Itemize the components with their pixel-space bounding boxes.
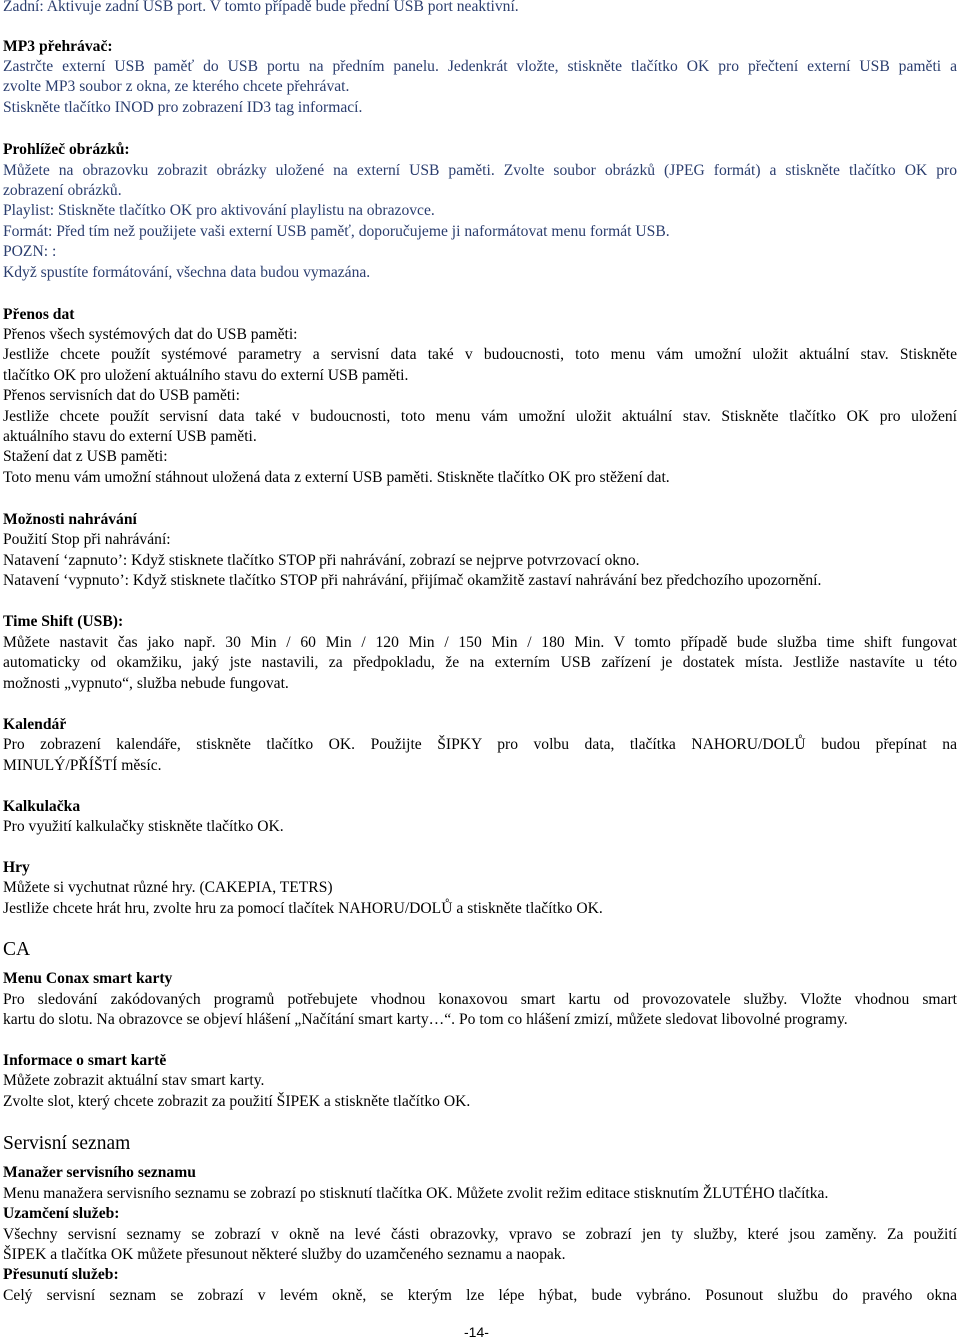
timeshift-heading: Time Shift (USB): xyxy=(3,613,124,630)
download-label: Stažení dat z USB paměti: xyxy=(3,448,168,465)
smartcard-info-text-line: Zvolte slot, který chcete zobrazit za použití ŠIPEK a stiskněte tlačítko OK. xyxy=(3,1093,471,1110)
playlist-text: Playlist: Stiskněte tlačítko OK pro aktivování playlistu na obrazovce. xyxy=(3,202,435,219)
service-lock-text-line: Všechny servisní seznamy se zobrazí v okně na levé části obrazovky, vpravo se zobrazí jen ty služby, které jsou zaměny. Za použití xyxy=(3,1226,957,1243)
smartcard-info-heading: Informace o smart kartě xyxy=(3,1052,167,1069)
conax-heading: Menu Conax smart karty xyxy=(3,970,173,987)
recording-heading: Možnosti nahrávání xyxy=(3,511,137,528)
service-transfer-text-line: Jestliže chcete použít servisní data také v budoucnosti, toto menu vám umožní uložit aktuální stav. Stiskněte tlačítko OK pro uložení xyxy=(3,408,957,425)
page-number: -14- xyxy=(464,1324,489,1340)
service-lock-heading: Uzamčení služeb: xyxy=(3,1205,120,1222)
service-manager-text: Menu manažera servisního seznamu se zobrazí po stisknutí tlačítka OK. Můžete zvolit režim editace stisknutím ŽLUTÉHO tlačítka. xyxy=(3,1185,829,1202)
calculator-text: Pro využití kalkulačky stiskněte tlačítko OK. xyxy=(3,818,284,835)
service-move-text-line: Celý servisní seznam se zobrazí v levém okně, se kterým lze lépe hýbat, bude vybráno. Posunout službu do pravého okna xyxy=(3,1287,957,1304)
calendar-text-line: Pro zobrazení kalendáře, stiskněte tlačítko OK. Použijte ŠIPKY pro volbu data, tlačítka NAHORU/DOLŮ budou přepínat na xyxy=(3,736,957,753)
conax-text-line: Pro sledování zakódovaných programů potřebujete vhodnou konaxovou smart kartu od provozovatele služby. Vložte vhodnou smart xyxy=(3,991,957,1008)
timeshift-text-line: Můžete nastavit čas jako např. 30 Min / 60 Min / 120 Min / 150 Min / 180 Min. V tomto případě bude služba time shift fungovat xyxy=(3,634,957,651)
download-text: Toto menu vám umožní stáhnout uložená data z externí USB paměti. Stiskněte tlačítko OK pro stěžení dat. xyxy=(3,469,670,486)
system-transfer-label: Přenos všech systémových dat do USB paměti: xyxy=(3,326,298,343)
recording-stop-label: Použití Stop při nahrávání: xyxy=(3,531,171,548)
mp3-heading: MP3 přehrávač: xyxy=(3,38,113,55)
system-transfer-text-line: Jestliže chcete použít systémové parametry a servisní data také v budoucnosti, toto menu vám umožní uložit aktuální stav. Stiskněte xyxy=(3,346,957,363)
mp3-text-line: zvolte MP3 soubor z okna, ze kterého chcete přehrávat. xyxy=(3,78,350,95)
games-text-line: Jestliže chcete hrát hru, zvolte hru za pomocí tlačítek NAHORU/DOLŮ a stiskněte tlačítko OK. xyxy=(3,900,603,917)
calculator-heading: Kalkulačka xyxy=(3,798,81,815)
image-viewer-text-line: Můžete na obrazovku zobrazit obrázky uložené na externí USB paměti. Zvolte soubor obrázků (JPEG formát) a stiskněte tlačítko OK pro xyxy=(3,162,957,179)
image-viewer-heading: Prohlížeč obrázků: xyxy=(3,141,130,158)
usb-rear-text: Zadní: Aktivuje zadní USB port. V tomto případě bude přední USB port neaktivní. xyxy=(3,0,519,15)
recording-on-text: Natavení ‘zapnuto’: Když stisknete tlačítko STOP při nahrávání, zobrazí se nejprve potvrzovací okno. xyxy=(3,552,640,569)
games-heading: Hry xyxy=(3,859,30,876)
conax-text-line: kartu do slotu. Na obrazovce se objeví hlášení „Načítání smart karty…“. Po tom co hlášení zmizí, můžete sledovat libovolné programy. xyxy=(3,1011,848,1028)
timeshift-text-line: možnosti „vypnuto“, služba nebude fungovat. xyxy=(3,675,289,692)
service-manager-heading: Manažer servisního seznamu xyxy=(3,1164,196,1181)
mp3-id3-text: Stiskněte tlačítko INOD pro zobrazení ID3 tag informací. xyxy=(3,99,363,116)
image-viewer-text-line: zobrazení obrázků. xyxy=(3,182,122,199)
games-text-line: Můžete si vychutnat různé hry. (CAKEPIA, TETRS) xyxy=(3,879,333,896)
calendar-text-line: MINULÝ/PŘÍŠTÍ měsíc. xyxy=(3,757,162,774)
timeshift-text-line: automaticky od okamžiku, jaký jste nastavili, za předpokladu, že na externím USB zařízení je dostatek místa. Jestliže nastavíte u této xyxy=(3,654,957,671)
service-transfer-label: Přenos servisních dat do USB paměti: xyxy=(3,387,240,404)
ca-heading: CA xyxy=(3,939,31,960)
recording-off-text: Natavení ‘vypnuto’: Když stisknete tlačítko STOP při nahrávání, přijímač okamžitě zastaví nahrávání bez předchozího upozornění. xyxy=(3,572,822,589)
mp3-text-line: Zastrčte externí USB paměť do USB portu na předním panelu. Jedenkrát vložte, stiskněte tlačítko OK pro přečtení externí USB paměti a xyxy=(3,58,957,75)
format-text: Formát: Před tím než použijete vaši externí USB paměť, doporučujeme ji naformátovat menu formát USB. xyxy=(3,223,670,240)
smartcard-info-text-line: Můžete zobrazit aktuální stav smart karty. xyxy=(3,1072,265,1089)
service-lock-text-line: ŠIPEK a tlačítka OK můžete přesunout některé služby do uzamčeného seznamu a naopak. xyxy=(3,1246,566,1263)
note-label: POZN: : xyxy=(3,243,57,260)
service-move-heading: Přesunutí služeb: xyxy=(3,1266,119,1283)
system-transfer-text-line: tlačítko OK pro uložení aktuálního stavu do externí USB paměti. xyxy=(3,367,409,384)
format-warning: Když spustíte formátování, všechna data budou vymazána. xyxy=(3,264,371,281)
service-transfer-text-line: aktuálního stavu do externí USB paměti. xyxy=(3,428,257,445)
data-transfer-heading: Přenos dat xyxy=(3,306,75,323)
service-list-heading: Servisní seznam xyxy=(3,1133,131,1154)
calendar-heading: Kalendář xyxy=(3,716,67,733)
